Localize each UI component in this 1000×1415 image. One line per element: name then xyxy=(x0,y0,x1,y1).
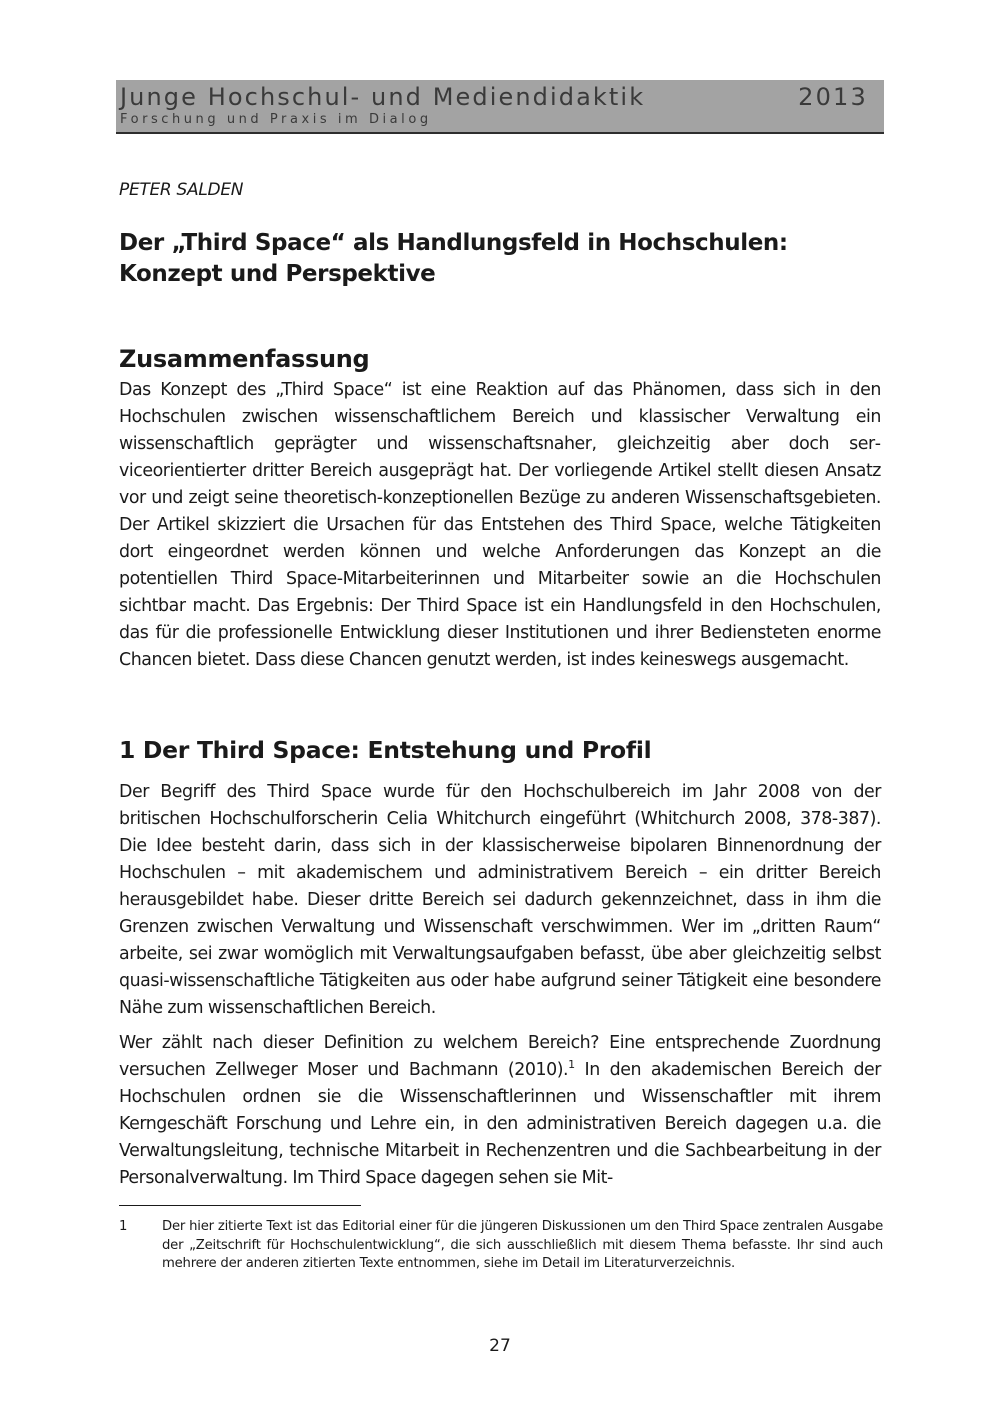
footnote xyxy=(119,1218,883,1274)
footnote-number: 1 xyxy=(119,1219,128,1234)
footnote-divider xyxy=(119,1205,361,1206)
abstract-heading: Zusammenfassung xyxy=(119,345,370,373)
body-paragraph-2-part-a: Wer zählt nach dieser Definition zu welchem Bereich? Eine entsprechende Zuordnung versuchen Zellweger Moser und Bachmann (2010). xyxy=(119,1033,881,1080)
footnote-reference[interactable]: 1 xyxy=(568,1058,575,1071)
author-name: PETER SALDEN xyxy=(119,180,244,200)
journal-title: Junge Hochschul- und Mediendidaktik xyxy=(120,83,646,111)
article-title xyxy=(119,228,879,290)
body-paragraph-2-part-b: In den akademischen Bereich der Hochschulen ordnen sie die Wissenschaftlerinnen und Wissenschaftler mit ihrem Kerngeschäft Forschung und Lehre ein, in den administrativen Bereich dagegen u.a. die Verwaltungsleitung, technische Mitarbeit in Rechenzentren und die Sachbearbeitung in der Personalverwaltung. Im Third Space dagegen sehen sie Mit- xyxy=(119,1060,881,1188)
journal-year: 2013 xyxy=(798,83,868,111)
footnote-text: Der hier zitierte Text ist das Editorial einer für die jüngeren Diskussionen um den Third Space zentralen Ausgabe der „Zeitschrift für Hochschulentwicklung“, die sich ausschließlich mit diesem Thema befasste. Ihr sind auch mehrere der anderen zitierten Texte entnommen, siehe im Detail im Literaturverzeichnis. xyxy=(162,1219,883,1271)
section-heading: 1 Der Third Space: Entstehung und Profil xyxy=(119,736,652,764)
body-paragraph-2 xyxy=(119,1030,881,1192)
body-paragraph-1: Der Begriff des Third Space wurde für den Hochschulbereich im Jahr 2008 von der britischen Hochschulforscherin Celia Whitchurch eingeführt (Whitchurch 2008, 378-387). Die Idee besteht darin, dass sich in der klassischerweise bipolaren Binnenordnung der Hochschulen – mit akademischem und administrativem Bereich – ein dritter Bereich herausgebildet habe. Dieser dritte Bereich sei dadurch gekennzeichnet, dass in ihm die Grenzen zwischen Verwaltung und Wissenschaft verschwimmen. Wer im „dritten Raum“ arbeite, sei zwar womöglich mit Verwaltungsaufgaben befasst, übe aber gleichzeitig selbst quasi-wissenschaftliche Tätigkeiten aus oder habe aufgrund seiner Tätigkeit eine besondere Nähe zum wissenschaftlichen Bereich. xyxy=(119,782,881,1018)
abstract-text: Das Konzept des „Third Space“ ist eine Reaktion auf das Phänomen, dass sich in den Hochschulen zwischen wissenschaftlichem Bereich und klassischer Verwaltung ein wissenschaftlich geprägter und wissenschaftsnaher, gleichzeitig aber doch serviceorientierter dritter Bereich ausgeprägt hat. Der vorliegende Artikel stellt diesen Ansatz vor und zeigt seine theoretisch-konzeptionellen Bezüge zu anderen Wissenschaftsgebieten. Der Artikel skizziert die Ursachen für das Entstehen des Third Space, welche Tätigkeiten dort eingeordnet werden können und welche Anforderungen das Konzept an die potentiellen Third Space-Mitarbeiterinnen und Mitarbeiter sowie an die Hochschulen sichtbar macht. Das Ergebnis: Der Third Space ist ein Handlungsfeld in den Hochschulen, das für die professionelle Entwicklung dieser Institutionen und ihrer Bediensteten enorme Chancen bietet. Dass diese Chancen genutzt werden, ist indes keineswegs ausgemacht. xyxy=(119,380,881,670)
journal-header xyxy=(116,80,884,134)
article-title-line-2: Konzept und Perspektive xyxy=(119,261,436,287)
page-number: 27 xyxy=(489,1336,511,1356)
article-title-line-1: Der „Third Space“ als Handlungsfeld in Hochschulen: xyxy=(119,230,788,256)
journal-subtitle: Forschung und Praxis im Dialog xyxy=(120,112,432,127)
